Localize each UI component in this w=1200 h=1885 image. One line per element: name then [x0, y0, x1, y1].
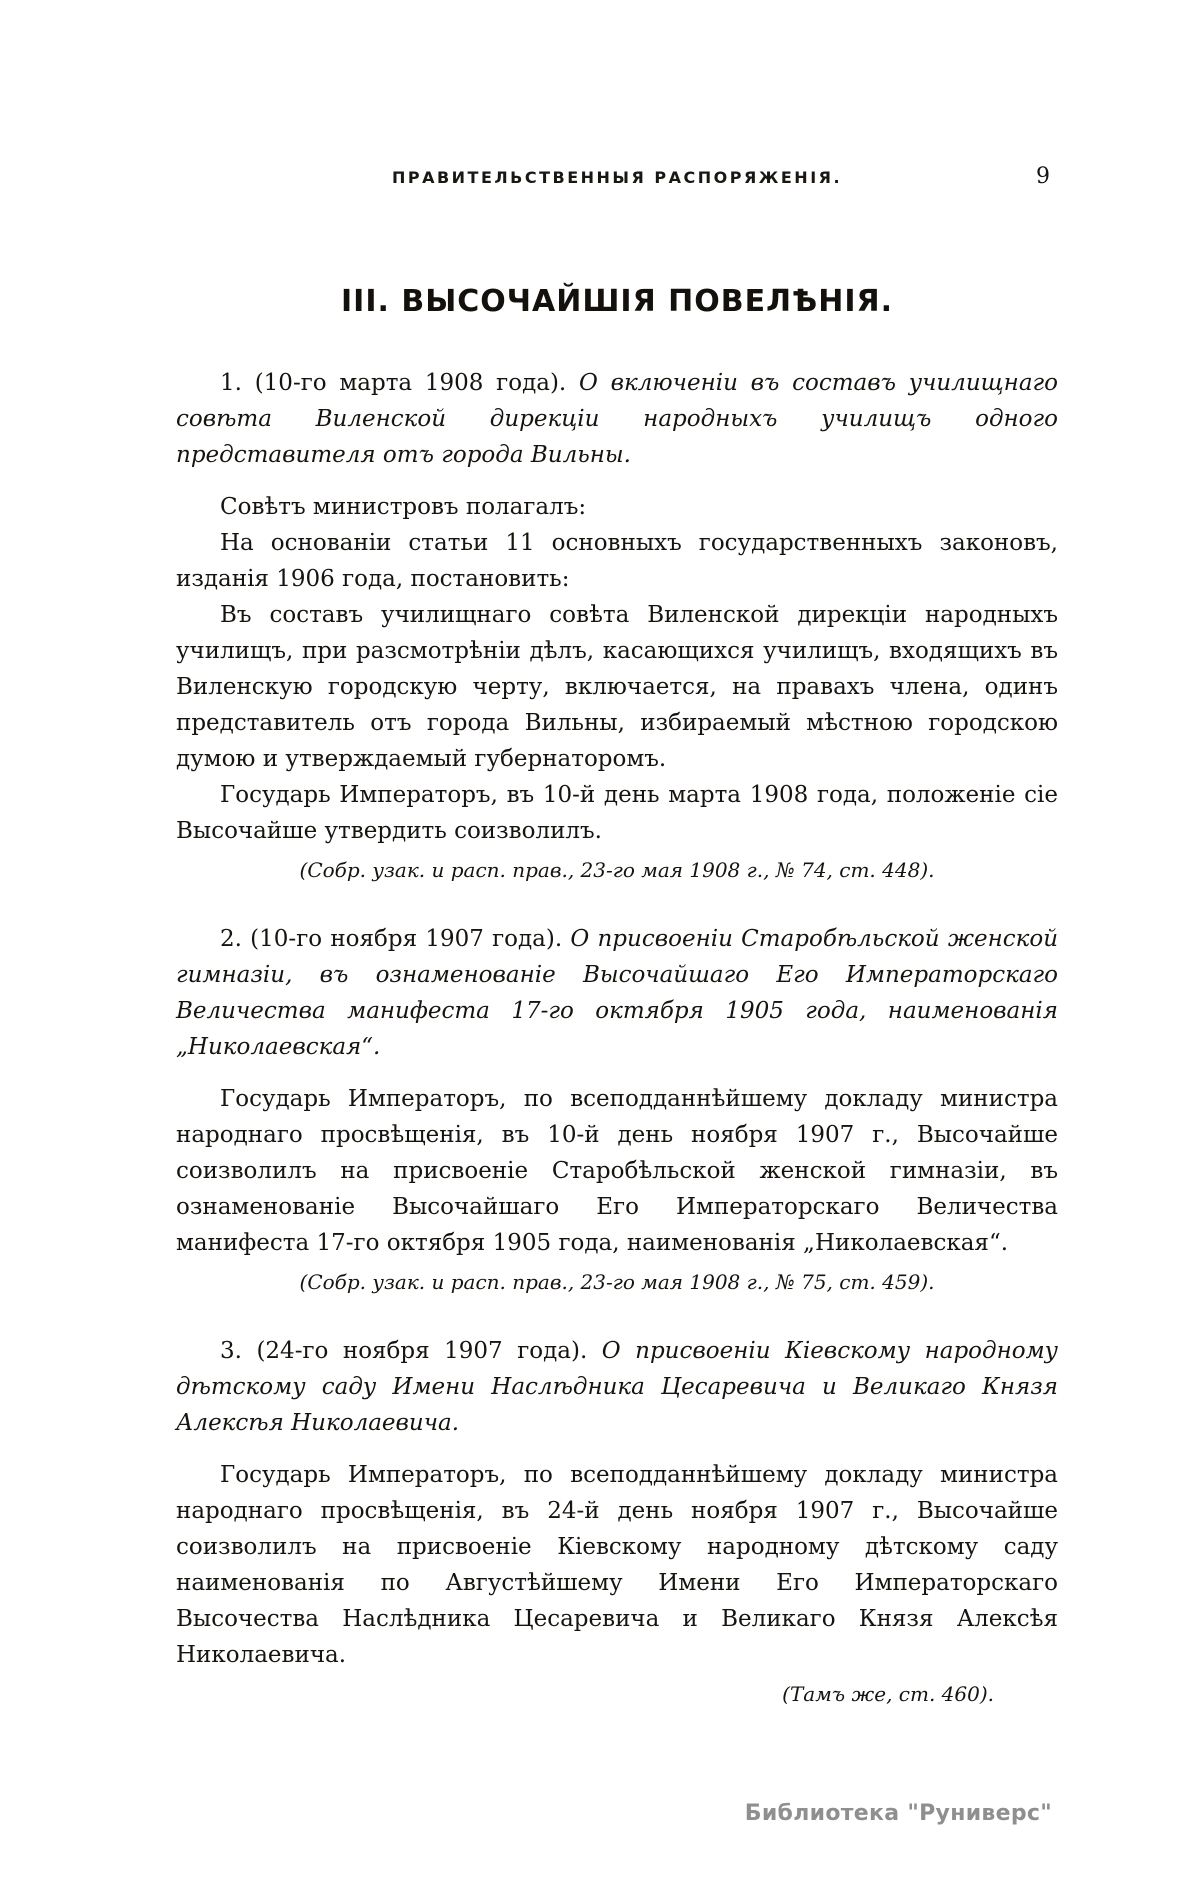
decree-2-subject: О присвоеніи Старобѣльской женской гимназіи, въ ознаменованіе Высочайшаго Его Императорскаго Величества манифеста 17-го октября 1905 года, наименованія „Николаевская“. [176, 926, 1059, 1060]
chapter-title: III. ВЫСОЧАЙШІЯ ПОВЕЛѢНІЯ. [341, 284, 893, 319]
decree-1-source-citation: (Собр. узак. и расп. прав., 23-го мая 1908 г., № 74, ст. 448). [299, 858, 935, 882]
decree-item-2 [176, 921, 1058, 1297]
decree-1-number-date: 1. (10-го марта 1908 года). [220, 370, 567, 396]
decree-2-paragraph-1: Государь Императоръ, по всеподданнѣйшему докладу министра народнаго просвѣщенія, въ 10-й день ноября 1907 г., Высочайше соизволилъ на присвоеніе Старобѣльской женской гимназіи, въ ознаменованіе Высочайшаго Его Императорскаго Величества манифеста 17-го октября 1905 года, наименованія „Николаевская“. [176, 1086, 1058, 1256]
running-header [176, 164, 1058, 198]
decree-2-heading [176, 921, 1058, 1065]
decree-3-subject: О присвоеніи Кіевскому народному дѣтскому саду Имени Наслѣдника Цесаревича и Великаго Князя Алексѣя Николаевича. [176, 1338, 1058, 1436]
decree-2-source-citation: (Собр. узак. и расп. прав., 23-го мая 1908 г., № 75, ст. 459). [299, 1270, 935, 1294]
runivers-library-watermark: Библиотека "Руниверс" [744, 1801, 1052, 1826]
decree-3-heading [176, 1333, 1058, 1441]
decree-item-1 [176, 365, 1058, 885]
decree-2-number-date: 2. (10-го ноября 1907 года). [220, 926, 563, 952]
decree-3-source-citation: (Тамъ же, ст. 460). [782, 1682, 994, 1706]
decree-1-subject: О включеніи въ составъ училищнаго совѣта Виленской дирекціи народныхъ училищъ одного представителя отъ города Вильны. [176, 370, 1058, 468]
decree-1-paragraph-1: Совѣтъ министровъ полагалъ: [220, 494, 587, 520]
decree-3-paragraph-1: Государь Императоръ, по всеподданнѣйшему докладу министра народнаго просвѣщенія, въ 24-й день ноября 1907 г., Высочайше соизволилъ на присвоеніе Кіевскому народному дѣтскому саду наименованія по Августѣйшему Имени Его Императорскаго Высочества Наслѣдника Цесаревича и Великаго Князя Алексѣя Николаевича. [176, 1462, 1058, 1668]
decree-3-number-date: 3. (24-го ноября 1907 года). [220, 1338, 588, 1364]
decree-1-paragraph-3: Въ составъ училищнаго совѣта Виленской дирекціи народныхъ училищъ, при разсмотрѣніи дѣлъ, касающихся училищъ, входящихъ въ Виленскую городскую черту, включается, на правахъ члена, одинъ представитель отъ города Вильны, избираемый мѣстною городскою думою и утверждаемый губернаторомъ. [176, 602, 1058, 772]
running-header-title: ПРАВИТЕЛЬСТВЕННЫЯ РАСПОРЯЖЕНІЯ. [391, 168, 843, 187]
decree-1-paragraph-4: Государь Императоръ, въ 10-й день марта 1908 года, положеніе сіе Высочайше утвердить соизволилъ. [176, 782, 1058, 844]
decree-1-heading [176, 365, 1058, 473]
page-number: 9 [1036, 164, 1050, 189]
decree-item-3 [176, 1333, 1058, 1709]
decree-1-paragraph-2: На основаніи статьи 11 основныхъ государственныхъ законовъ, изданія 1906 года, постановить: [176, 530, 1058, 592]
